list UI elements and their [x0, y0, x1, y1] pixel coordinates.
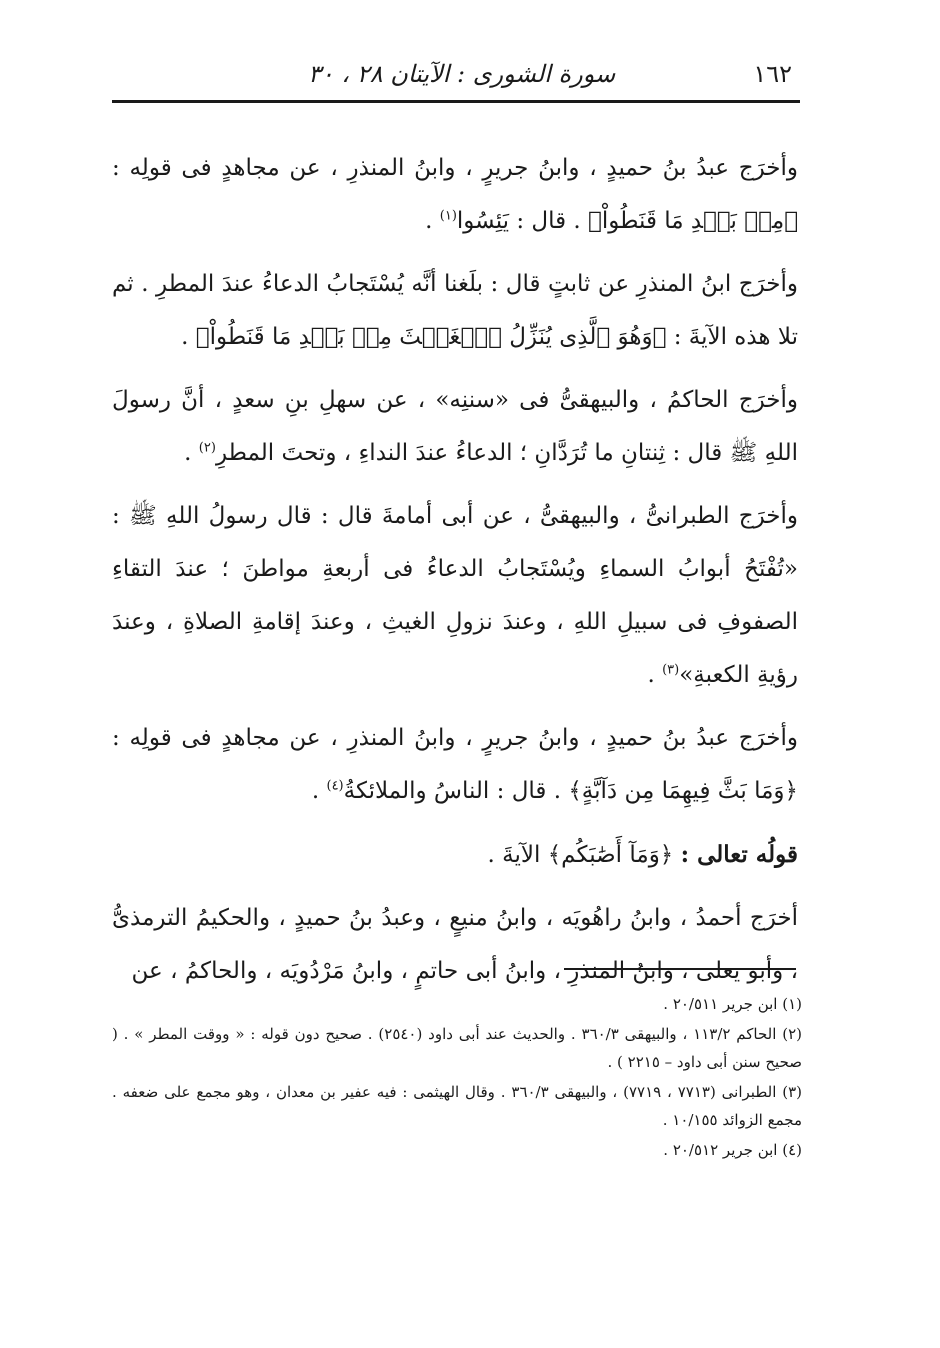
paragraph-5: [112, 712, 798, 818]
paragraph-1: [112, 142, 798, 248]
footnote-4: (٤) ابن جرير ٢٠/٥١٢ .: [663, 1141, 802, 1159]
footnote-ref-2[interactable]: (٢): [198, 440, 216, 456]
verse-heading: قولُه تعالى :: [680, 841, 798, 868]
paragraph-7: [112, 892, 798, 998]
running-title: سورة الشورى : الآيتان ٢٨ ، ٣٠: [308, 60, 616, 88]
paragraph-end: .: [311, 778, 327, 804]
paragraph-end: .: [184, 440, 199, 466]
paragraph-text: وأخرَج عبدُ بنُ حميدٍ ، وابنُ جريرٍ ، وابنُ المنذرِ ، عن مجاهدٍ فى قولِه : ﴿مِنۢ بَعۡدِ مَا قَنَطُواْ﴾ . قال : يَئِسُوا: [112, 155, 798, 234]
paragraph-end: .: [647, 662, 663, 688]
main-text: [112, 142, 798, 1008]
paragraph-text: وأخرَج الحاكمُ ، والبيهقىُّ فى «سننِه» ، عن سهلِ بنِ سعدٍ ، أنَّ رسولَ اللهِ ﷺ قال : ثِنتانِ ما تُرَدَّانِ ؛ الدعاءُ عندَ النداءِ ، وتحتَ المطرِ: [112, 387, 798, 466]
paragraph-3: [112, 374, 798, 480]
header-rule: [112, 100, 800, 103]
footnote-ref-3[interactable]: (٣): [662, 662, 680, 678]
paragraph-6: [112, 828, 798, 882]
paragraph-4: [112, 490, 798, 702]
footnote-ref-1[interactable]: (١): [439, 208, 457, 224]
footnote-2: (٢) الحاكم ١١٣/٢ ، والبيهقى ٣٦٠/٣ . والحديث عند أبى داود (٢٥٤٠) . صحيح دون قوله : « ووقت المطر » . ( صحيح سنن أبى داود – ٢٢١٥ ) .: [112, 1025, 803, 1071]
paragraph-end: .: [425, 208, 440, 234]
footnote-3: (٣) الطبرانى (٧٧١٣ ، ٧٧١٩) ، والبيهقى ٣٦٠/٣ . وقال الهيثمى : فيه عفير بن معدان ، وهو مجمع على ضعفه . مجمع الزوائد ١٠/١٥٥ .: [112, 1083, 802, 1129]
paragraph-text: وأخرَج عبدُ بنُ حميدٍ ، وابنُ جريرٍ ، وابنُ المنذرِ ، عن مجاهدٍ فى قولِه : ﴿وَمَا بَثَّ فِيهِمَا مِن دَآبَّةٍ﴾ . قال : الناسُ والملائكةُ: [112, 725, 798, 804]
footnote-ref-4[interactable]: (٤): [326, 778, 344, 794]
paragraph-text: ﴿وَمَآ أَصَٰبَكُم﴾ الآيةَ .: [487, 842, 681, 868]
footnote-separator: [564, 968, 796, 970]
page-header: [118, 52, 798, 96]
footnotes: [112, 990, 802, 1166]
page-number: ١٦٢: [753, 60, 792, 88]
paragraph-text: وأخرَج ابنُ المنذرِ عن ثابتٍ قال : بلَغنا أنَّه يُسْتَجابُ الدعاءُ عندَ المطرِ . ثم تلا هذه الآيةَ : ﴿وَهُوَ ٱلَّذِى يُنَزِّلُ ٱلۡغَيۡثَ مِنۢ بَعۡدِ مَا قَنَطُواْ﴾ .: [112, 271, 798, 350]
footnote-1: (١) ابن جرير ٢٠/٥١١ .: [663, 995, 802, 1013]
paragraph-text: وأخرَج الطبرانىُّ ، والبيهقىُّ ، عن أبى أمامةَ قال : قال رسولُ اللهِ ﷺ : «تُفْتَحُ أبوابُ السماءِ ويُسْتَجابُ الدعاءُ فى أربعةِ مواطنَ ؛ عندَ التقاءِ الصفوفِ فى سبيلِ اللهِ ، وعندَ نزولِ الغيثِ ، وعندَ إقامةِ الصلاةِ ، وعندَ رؤيةِ الكعبةِ»: [112, 503, 798, 688]
paragraph-2: [112, 258, 798, 364]
paragraph-text: أخرَج أحمدُ ، وابنُ راهُويَه ، وابنُ منيعٍ ، وعبدُ بنُ حميدٍ ، والحكيمُ الترمذىُّ ، وأبو يعلى ، وابنُ المنذرِ ، وابنُ أبى حاتمٍ ، وابنُ مَرْدُويَه ، والحاكمُ ، عن: [112, 905, 798, 984]
